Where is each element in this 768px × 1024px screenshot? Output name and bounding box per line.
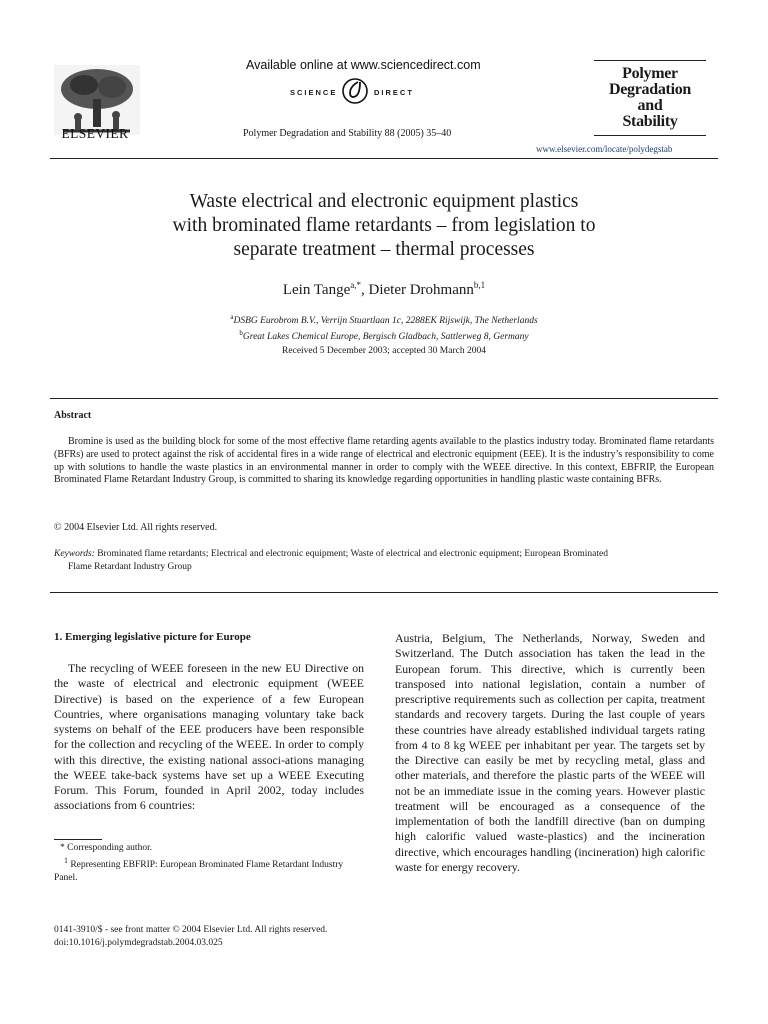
left-column-paragraph: The recycling of WEEE foreseen in the new EU Directive on the waste of electrical and electronic equipment (WEEE Directive) is based on the experience of a few European Countries, where organisations managing voluntary take back systems on behalf of the EEE producers have been responsible for the collection and recycling of the WEEE. In order to comply with this directive, the existing national associ-ations managing the WEEE take-back systems have set up a WEEE Executing Forum. This Forum, founded in April 2002, today includes associations from 6 countries: — [54, 661, 364, 813]
keywords — [54, 548, 714, 573]
abstract-top-divider — [50, 398, 718, 399]
journal-logo — [594, 66, 706, 130]
title-line: with brominated flame retardants – from legislation to — [172, 215, 596, 236]
right-column-paragraph: Austria, Belgium, The Netherlands, Norway, Sweden and Switzerland. The Dutch association has taken the lead in the European forum. This directive, which is currently been transposed into national legislation, contain a number of prescriptive requirements such as collection per capita, treatment standards and recovery targets. During the last couple of years these countries have already established individual targets rating from 4 to 8 kg WEEE per inhabitant per year. The targets set by the Directive can easily be met by recycling metal, glass and other materials, and therefore the plastic parts of the WEEE will not be an immediate issue in the coming years. However plastic treatment will be encouraged as a consequence of the implementation of both the landfill directive (ban on dumping high calorific valued waste-plastics) and the incineration directive, which encourages handling (incineration) high calorific waste for energy recovery. — [395, 631, 705, 874]
journal-logo-line: Stability — [622, 113, 678, 130]
sciencedirect-logo-left: SCIENCE — [290, 88, 338, 97]
abstract-heading: Abstract — [54, 410, 92, 421]
issn-line: 0141-3910/$ - see front matter © 2004 Elsevier Ltd. All rights reserved. — [54, 925, 328, 935]
publisher-name: ELSEVIER — [61, 126, 129, 141]
front-matter-meta — [54, 924, 327, 949]
affiliation-text: Great Lakes Chemical Europe, Bergisch Gladbach, Sattlerweg 8, Germany — [242, 332, 529, 343]
corresponding-author-mark[interactable]: * — [356, 280, 361, 290]
affiliation-item — [84, 311, 684, 327]
abstract-copyright: © 2004 Elsevier Ltd. All rights reserved. — [54, 522, 218, 533]
received-dates: Received 5 December 2003; accepted 30 March 2004 — [282, 346, 486, 356]
footnote-mark: 1 — [64, 856, 68, 865]
keywords-label: Keywords: — [54, 549, 95, 559]
journal-logo-line: Polymer — [622, 65, 678, 82]
header-divider — [50, 158, 718, 159]
title-line: Waste electrical and electronic equipment plastics — [189, 191, 579, 212]
doi-line[interactable]: doi:10.1016/j.polymdegradstab.2004.03.025 — [54, 937, 223, 948]
footnote-corresponding — [54, 842, 366, 855]
footnote-divider — [54, 839, 102, 840]
author-name: Dieter Drohmann — [368, 282, 474, 298]
journal-logo-line: Degradation — [608, 81, 692, 98]
author-affiliation-mark[interactable]: a, — [350, 280, 357, 290]
author-name: Lein Tange — [282, 282, 351, 298]
sciencedirect-logo-right: DIRECT — [374, 88, 414, 97]
available-online-text: Available online at www.sciencedirect.com — [246, 58, 481, 72]
journal-url-link[interactable]: www.elsevier.com/locate/polydegstab — [536, 144, 673, 154]
author-affiliation-mark[interactable]: b,1 — [473, 280, 486, 290]
author-list — [84, 280, 684, 299]
author-separator: , — [361, 282, 369, 298]
affiliations — [84, 311, 684, 343]
journal-logo-line: and — [637, 97, 663, 114]
footnote-1 — [54, 855, 366, 884]
keywords-text-cont: Flame Retardant Industry Group — [68, 561, 192, 572]
section-heading: 1. Emerging legislative picture for Europe — [54, 631, 251, 643]
journal-citation: Polymer Degradation and Stability 88 (2005) 35–40 — [243, 128, 452, 139]
affiliation-mark: a — [230, 313, 234, 321]
keywords-text: Brominated flame retardants; Electrical and electronic equipment; Waste of electrical and electronic equipment; European Brominated — [97, 549, 608, 559]
paper-title — [84, 190, 684, 262]
footnote-text: * Corresponding author. — [60, 843, 153, 853]
footnote-text: Representing EBFRIP: European Brominated Flame Retardant Industry Panel. — [54, 860, 344, 883]
sciencedirect-d-icon — [340, 76, 370, 106]
affiliation-item — [84, 327, 684, 343]
affiliation-mark: b — [239, 329, 243, 338]
affiliation-text: DSBG Eurobrom B.V., Verrijn Stuartlaan 1c, 2288EK Rijswijk, The Netherlands — [233, 316, 538, 327]
body-top-divider — [50, 592, 718, 593]
title-line: separate treatment – thermal processes — [233, 239, 535, 260]
abstract-text: Bromine is used as the building block for some of the most effective flame retarding agents available to the plastics industry today. Brominated flame retardants (BFRs) are used to protect against the risk of accidental fires in a wide range of electrical and electronic equipment (EEE). It is the industry’s responsibility to come up with solutions to handle the waste plastics in an environmental manner in order to comply with the WEEE directive. In this context, EBFRIP, the European Brominated Flame Retardant Industry Group, is committed to sharing its knowledge regarding opportunities in handling plastic waste containing BFRs. — [54, 436, 714, 486]
